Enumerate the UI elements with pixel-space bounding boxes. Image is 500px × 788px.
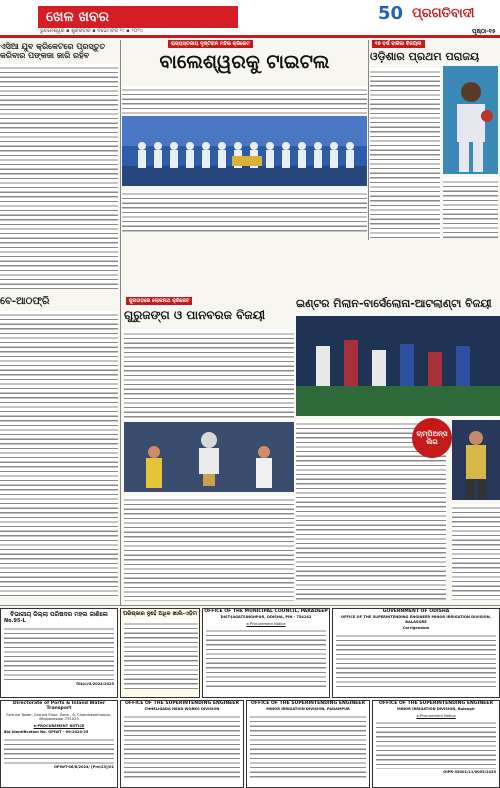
right-story-text bbox=[370, 68, 440, 238]
team-photo bbox=[122, 116, 367, 186]
ad-clean-text bbox=[124, 620, 198, 690]
champ-badge: ଚାମ୍ପିଅନ୍ସ ଲିଗ bbox=[412, 418, 452, 458]
ad-balangir-sub: MINOR IRRIGATION DIVISION, Balangir bbox=[397, 707, 475, 712]
ad-paradeep-title: OFFICE OF THE MUNICIPAL COUNCIL, PARADEEP bbox=[204, 609, 328, 614]
left-story-2 bbox=[0, 296, 118, 601]
ad-balasore-corr: Corrigendum bbox=[402, 626, 430, 631]
trophy-photo-image bbox=[124, 422, 294, 492]
ad-balangir-title: OFFICE OF THE SUPERINTENDING ENGINEER bbox=[379, 701, 493, 706]
ad-paradeep-text bbox=[206, 627, 326, 689]
main-story-text bbox=[122, 86, 367, 114]
champ-headline: ଇଣ୍ଟର ମିଲାନ-ବାର୍ସେଲୋନା-ଆଟଲାଣ୍ଟା ବିଜୟୀ bbox=[296, 297, 492, 310]
ad-chheligada-title: OFFICE OF THE SUPERINTENDING ENGINEER bbox=[125, 701, 239, 706]
ad-zilla-text bbox=[4, 625, 114, 681]
celebration-photo-image bbox=[452, 420, 500, 500]
jubilee-logo: 50 bbox=[378, 3, 404, 24]
ad-ports bbox=[0, 700, 118, 788]
trophy-photo bbox=[124, 422, 294, 492]
right-headline: ଓଡ଼ିଶାର ପ୍ରଥମ ପରାଜୟ bbox=[370, 50, 480, 63]
ad-balasore-text bbox=[336, 632, 496, 688]
ad-balasore-sub: OFFICE OF THE SUPERINTENDING ENGINEER MINOR IRRIGATION DIVISION, BALASORE bbox=[341, 615, 491, 624]
mid-story-text bbox=[124, 330, 294, 420]
team-photo-image bbox=[122, 116, 367, 186]
ad-clean bbox=[120, 608, 200, 698]
ad-ports-bid: Bid Identification No. OPIWT - 09/2024-25 bbox=[4, 730, 89, 735]
ad-ports-notice: e-PROCUREMENT NOTICE bbox=[33, 723, 85, 728]
left-story-1-text bbox=[0, 64, 118, 289]
football-photo-image bbox=[296, 316, 500, 416]
player-photo bbox=[443, 66, 498, 174]
left-story-2-text bbox=[0, 311, 118, 596]
masthead bbox=[0, 0, 500, 38]
ad-balangir-text bbox=[376, 719, 496, 769]
left-story-1-headline: ଏସିଆ ଯୁବ କ୍ରିକେଟରେ ପ୍ରସ୍ତୁତ କରିବାର ପଙ୍କଜା ଜାରି ରହିବ bbox=[0, 42, 106, 60]
main-headline: ବାଲେଶ୍ୱରକୁ ଟାଇଟଲ bbox=[159, 51, 330, 73]
ad-chheligada-sub: CHHELIGADA HEAD WORKS DIVISION bbox=[144, 707, 220, 712]
ad-paradeep bbox=[202, 608, 330, 698]
ad-ports-title: Directorate of Ports & Inland Water Transport bbox=[12, 701, 106, 712]
ad-zilla-parishad bbox=[0, 608, 118, 698]
right-story-text-2 bbox=[443, 178, 498, 238]
ad-balangir-nit: e-Procurement Notice bbox=[416, 713, 456, 718]
ad-paradeep-sub: DIST-JAGATSINGHPUR, ODISHA, PIN - 754142 bbox=[220, 615, 312, 620]
mid-kicker: ଜୁନାଗଡ଼ରେ ଲୋକନାଥ କ୍ରିକେଟ bbox=[126, 297, 192, 305]
ad-balangir-ref: OIPR-33001/11/0005/2425 bbox=[443, 770, 496, 775]
celebration-photo bbox=[452, 420, 500, 500]
ad-balangir bbox=[372, 700, 500, 788]
right-kicker: ୧୭ ବର୍ଷ ବାଳିକା ବିଜୟିନୀ bbox=[372, 40, 425, 48]
main-kicker: ରାଜ୍ୟସ୍ତରୀୟ ଦୃଷ୍ଟିହୀନ ମହିଳା କ୍ରିକେଟ bbox=[168, 40, 253, 48]
champ-text-2 bbox=[452, 504, 500, 600]
left-story-1 bbox=[0, 42, 118, 292]
ad-padampur-text bbox=[250, 713, 366, 779]
ad-padampur-title: OFFICE OF THE SUPERINTENDING ENGINEER bbox=[251, 701, 365, 706]
ad-balasore-title: GOVERNMENT OF ODISHA bbox=[382, 609, 450, 614]
ad-chheligada-text bbox=[124, 713, 240, 779]
football-photo bbox=[296, 316, 500, 416]
ad-padampur-sub: MINOR IRRIGATION DIVISION, PADAMPUR bbox=[266, 707, 350, 712]
ad-zilla-no: No.95-L bbox=[4, 618, 26, 624]
page-number: ପୃଷ୍ଠା-୧୫ bbox=[472, 28, 496, 35]
ad-padampur bbox=[246, 700, 370, 788]
section-title: ଖେଳ ଖବର bbox=[38, 6, 238, 28]
ad-ports-ref: OPIWT-06/8/2024/ [Prd/23]/01 bbox=[54, 764, 114, 769]
main-story-text-2 bbox=[122, 190, 367, 232]
date-line: ଭୁବନେଶ୍ୱର ▪ ଶୁକ୍ରବାର ▪ ନଭେମ୍ବର ୨୯ ▪ ୨୦୨୪ bbox=[40, 28, 144, 34]
ad-paradeep-ref: e-Procurement Notice bbox=[246, 621, 286, 626]
mid-headline: ଗୁରୁଜଙ୍ଗ ଓ ପାନବରଜ ବିଜୟୀ bbox=[124, 308, 266, 322]
ad-clean-title: ପରିଷ୍କାର ନୁହେଁ ଅଧିକ ଖାଲି-ଏଡ଼ିମ bbox=[123, 611, 197, 617]
left-story-2-headline: ବେ-ଆଠଫ୍ରି bbox=[0, 296, 50, 307]
player-photo-image bbox=[443, 66, 498, 174]
ad-balasore bbox=[332, 608, 500, 698]
ad-zilla-title: ବିଭାଗୀୟ ଜିଲ୍ଲା ପରିଷଦର ମହଲ ଜାଣିଲେ bbox=[10, 611, 108, 618]
ad-ports-text bbox=[4, 736, 114, 764]
ad-chheligada bbox=[120, 700, 244, 788]
ad-zilla-ref: ପିଆରଓ/5/2024/2025 bbox=[76, 681, 114, 686]
mid-story-text-2 bbox=[124, 496, 294, 601]
paper-logo: ପ୍ରଗତିବାଦୀ bbox=[412, 6, 475, 21]
ad-ports-sub: Fortune Tower, Ground Floor, Zone - A, Chandrasekharpur, Bhubaneswar-751023 bbox=[6, 712, 112, 722]
